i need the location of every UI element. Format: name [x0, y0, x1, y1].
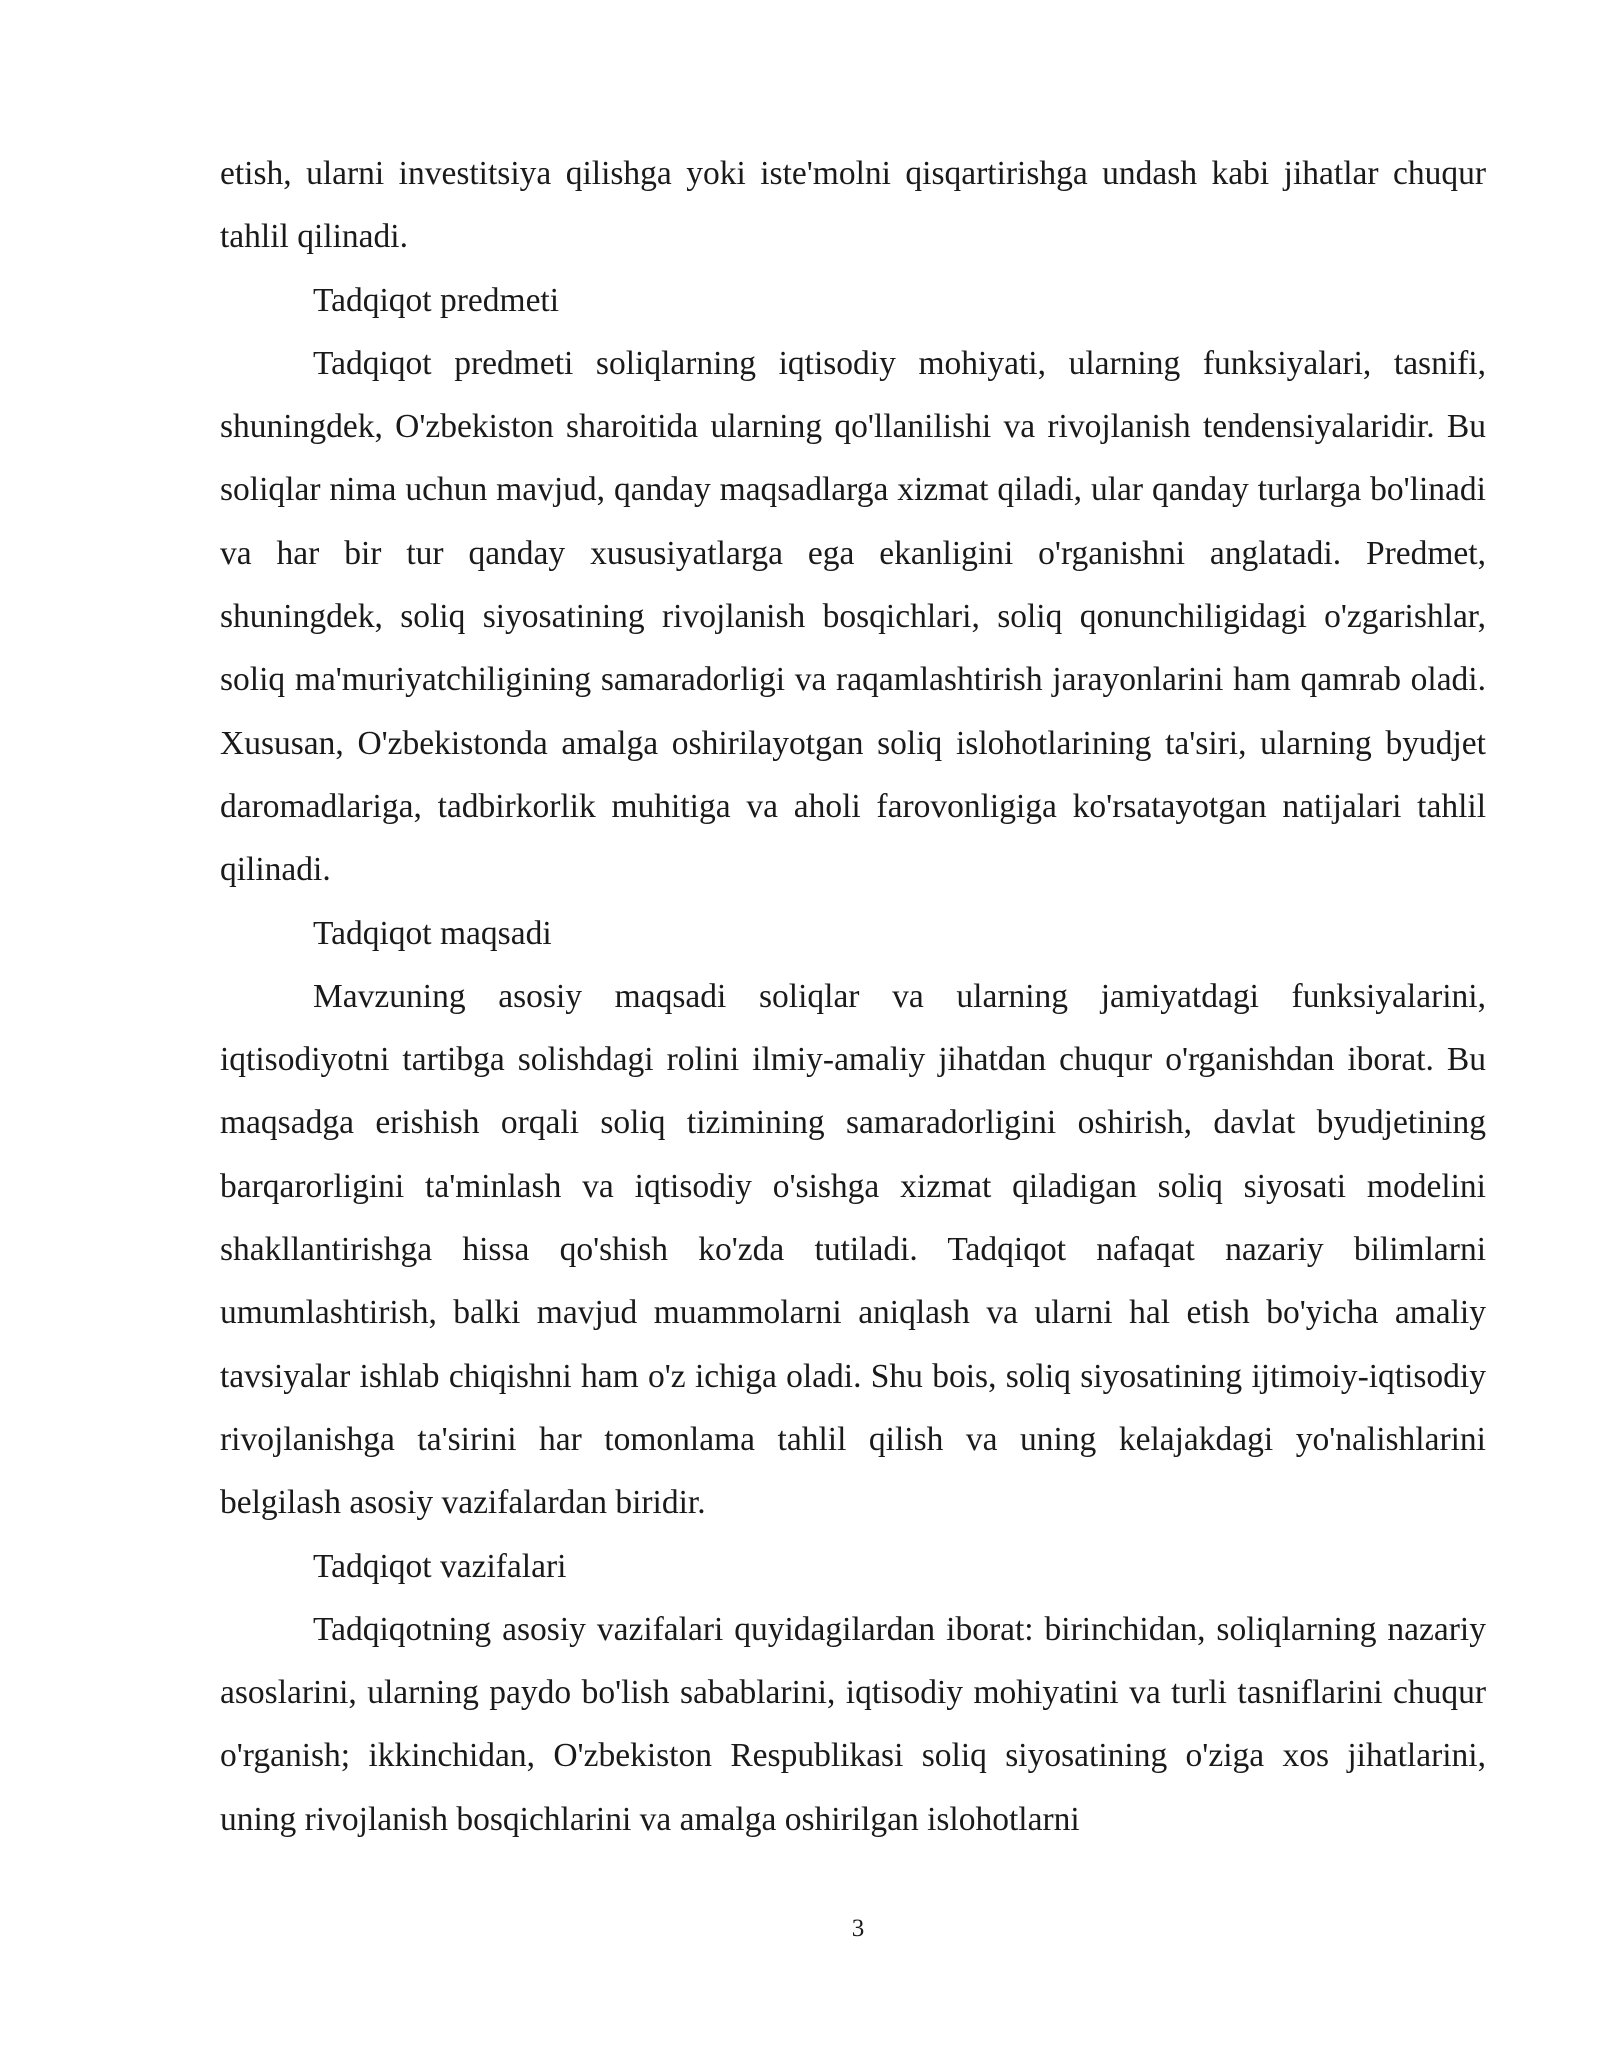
paragraph-maqsad: Mavzuning asosiy maqsadi soliqlar va ularning jamiyatdagi funksiyalarini, iqtisodiyotni tartibga solishdagi rolini ilmiy-amaliy jihatdan chuqur o'rganishdan iborat. Bu maqsadga erishish orqali soliq tizimining samaradorligini oshirish, davlat byudjetining barqarorligini ta'minlash va iqtisodiy o'sishga xizmat qiladigan soliq siyosati modelini shakllantirishga hissa qo'shish ko'zda tutiladi. Tadqiqot nafaqat nazariy bilimlarni umumlashtirish, balki mavjud muammolarni aniqlash va ularni hal etish bo'yicha amaliy tavsiyalar ishlab chiqishni ham o'z ichiga oladi. Shu bois, soliq siyosatining ijtimoiy-iqtisodiy rivojlanishga ta'sirini har tomonlama tahlil qilish va uning kelajakdagi yo'nalishlarini belgilash asosiy vazifalardan biridir. — [220, 977, 1486, 1522]
document-body — [220, 142, 1486, 1851]
section-heading-predmet: Tadqiqot predmeti — [313, 281, 560, 319]
paragraph-continuation: etish, ularni investitsiya qilishga yoki iste'molni qisqartirishga undash kabi jihatlar chuqur tahlil qilinadi. — [220, 155, 1486, 256]
section-heading-maqsad: Tadqiqot maqsadi — [313, 914, 552, 952]
paragraph-predmet: Tadqiqot predmeti soliqlarning iqtisodiy mohiyati, ularning funksiyalari, tasnifi, shuningdek, O'zbekiston sharoitida ularning qo'llanilishi va rivojlanish tendensiyalaridir. Bu soliqlar nima uchun mavjud, qanday maqsadlarga xizmat qiladi, ular qanday turlarga bo'linadi va har bir tur qanday xususiyatlarga ega ekanligini o'rganishni anglatadi. Predmet, shuningdek, soliq siyosatining rivojlanish bosqichlari, soliq qonunchiligidagi o'zgarishlar, soliq ma'muriyatchiligining samaradorligi va raqamlashtirish jarayonlarini ham qamrab oladi. Xususan, O'zbekistonda amalga oshirilayotgan soliq islohotlarining ta'siri, ularning byudjet daromadlariga, tadbirkorlik muhitiga va aholi farovonligiga ko'rsatayotgan natijalari tahlil qilinadi. — [220, 344, 1486, 889]
paragraph-vazifalar: Tadqiqotning asosiy vazifalari quyidagilardan iborat: birinchidan, soliqlarning nazariy asoslarini, ularning paydo bo'lish sabablarini, iqtisodiy mohiyatini va turli tasniflarini chuqur o'rganish; ikkinchidan, O'zbekiston Respublikasi soliq siyosatining o'ziga xos jihatlarini, uning rivojlanish bosqichlarini va amalga oshirilgan islohotlarni — [220, 1610, 1486, 1838]
page-number: 3 — [851, 1915, 865, 1942]
section-heading-vazifalar: Tadqiqot vazifalari — [313, 1547, 567, 1585]
